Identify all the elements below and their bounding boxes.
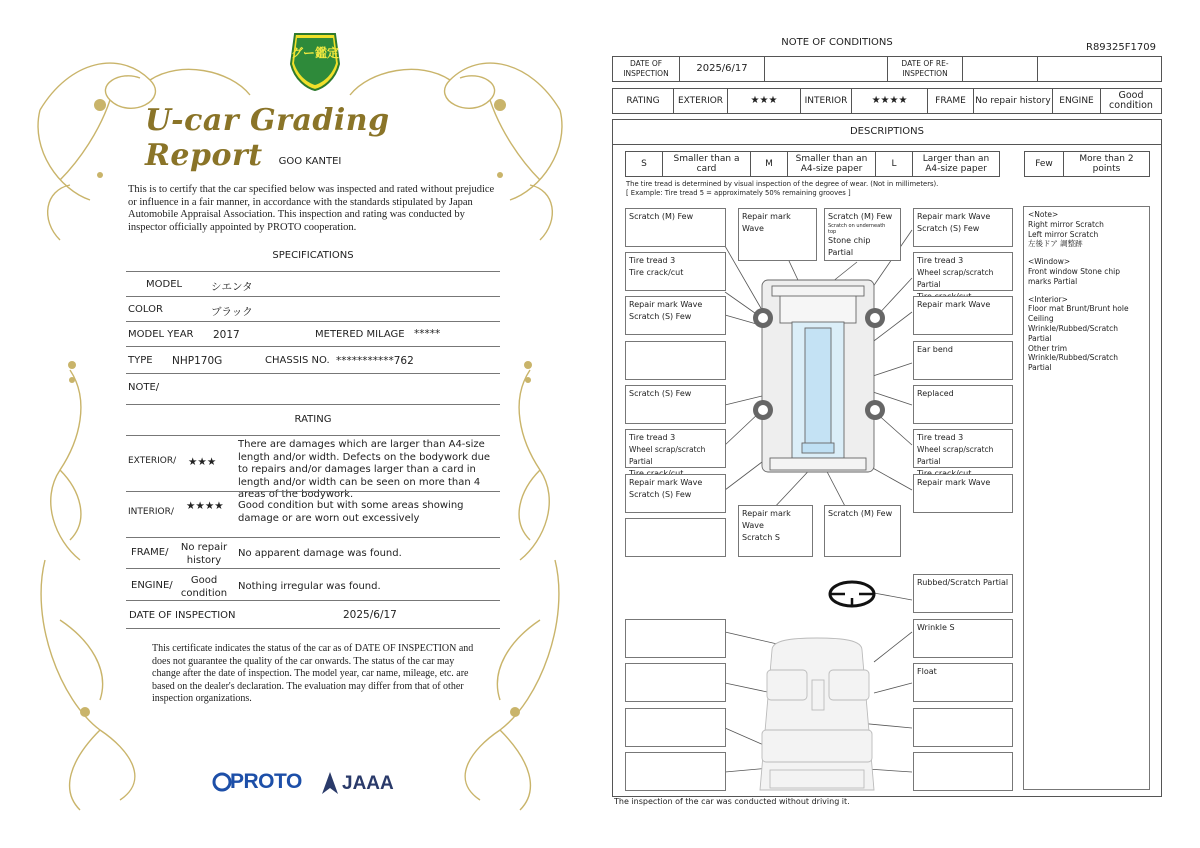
- desc-box-interior-5: [625, 708, 726, 747]
- interior-item: Wrinkle/Rubbed/Scratch: [1028, 353, 1118, 363]
- jaaa-logo: JAAA: [342, 773, 394, 794]
- exterior-stars: ★★★: [727, 88, 801, 114]
- proto-logo-icon: [212, 772, 232, 794]
- rating-heading: RATING: [294, 414, 332, 425]
- desc-box-rear-left-door: Scratch (S) Few: [625, 385, 726, 424]
- specifications-heading: SPECIFICATIONS: [272, 250, 354, 261]
- proto-logo: PROTO: [230, 770, 302, 793]
- engine-label: ENGINE: [1052, 88, 1101, 114]
- desc-box-front-left-corner: Scratch (M) Few: [625, 208, 726, 247]
- desc-box-interior-8: [913, 752, 1013, 791]
- desc-box-right-pillar: Ear bend: [913, 341, 1013, 380]
- engine-value: Good condition: [180, 575, 228, 599]
- inspection-note: The inspection of the car was conducted without driving it.: [614, 797, 850, 806]
- desc-box-rear-left-tire: Tire tread 3 Wheel scrap/scratch Partial: [625, 429, 726, 468]
- engine-description: Nothing irregular was found.: [238, 581, 381, 592]
- re-inspection-label: DATE OF RE-INSPECTION: [887, 56, 963, 82]
- divider: [126, 628, 500, 629]
- date-of-inspection-value: 2025/6/17: [343, 609, 397, 621]
- empty-cell: [764, 56, 888, 82]
- desc-box-rear-left-lower: [625, 518, 726, 557]
- interior-label: INTERIOR/: [128, 507, 174, 517]
- desc-box-front-left-tire: Tire tread 3 Tire crack/cut: [625, 252, 726, 291]
- window-heading: <Window>: [1028, 257, 1071, 267]
- interior-stars: ★★★★: [186, 500, 224, 512]
- legend-s-description: Smaller than a card: [662, 151, 751, 177]
- descriptions-heading: DESCRIPTIONS: [612, 119, 1162, 145]
- frame-description: No apparent damage was found.: [238, 548, 402, 559]
- rating-label: RATING: [612, 88, 674, 114]
- badge-label: グー鑑定: [290, 46, 339, 60]
- chassis-value: ***********762: [336, 355, 414, 367]
- certificate-footer: This certificate indicates the status of the car as of DATE OF INSPECTION and does not guarantee the quality of the car onwards. The status of the car may change after the date of inspection. The model year, car name, mileage, etc. are based on the dealer's declaration. The evaluation may differ from that of other inspection organizations.: [152, 643, 474, 704]
- divider: [126, 296, 500, 297]
- note-heading: <Note>: [1028, 210, 1059, 219]
- desc-box-rear-left-corner: Repair mark Wave Scratch (S) Few: [625, 474, 726, 513]
- tire-note-line: [ Example: Tire tread 5 = approximately 50% remaining grooves ]: [626, 188, 851, 197]
- note-label: NOTE/: [128, 382, 160, 393]
- color-value: ブラック: [211, 306, 253, 318]
- desc-box-back-door: Repair mark Wave Scratch S: [738, 505, 813, 557]
- steering-wheel-icon: [830, 582, 874, 606]
- legend-m-description: Smaller than an A4-size paper: [787, 151, 876, 177]
- report-title: U-car Grading Report: [145, 103, 390, 173]
- exterior-stars: ★★★: [188, 456, 217, 468]
- desc-box-front-right-door: Repair mark Wave: [913, 296, 1013, 335]
- divider: [126, 491, 500, 492]
- note-item: 左後ドア 調整跡: [1028, 239, 1083, 249]
- date-inspection-label: DATE OF INSPECTION: [612, 56, 680, 82]
- goo-kantei-badge-icon: [287, 30, 343, 92]
- desc-box-front-right-corner: Repair mark Wave Scratch (S) Few: [913, 208, 1013, 247]
- engine-label: ENGINE/: [131, 580, 173, 591]
- divider: [126, 404, 500, 405]
- model-value: シエンタ: [211, 281, 253, 293]
- date-inspection-value: 2025/6/17: [679, 56, 765, 82]
- chassis-label: CHASSIS NO.: [265, 355, 330, 366]
- desc-box-front-left-door: Repair mark Wave Scratch (S) Few: [625, 296, 726, 335]
- legend-few-description: More than 2 points: [1063, 151, 1150, 177]
- desc-box-interior-7: [625, 752, 726, 791]
- divider: [126, 568, 500, 569]
- interior-item: Partial: [1028, 363, 1052, 373]
- interior-label: INTERIOR: [800, 88, 852, 114]
- intro-paragraph: This is to certify that the car specified below was inspected and rated without prejudice or influence in a fair manner, in accordance with the standards stipulated by Japan Automobile Appraisal Association. This inspection and rating was conducted by inspector officially appointed by PROTO cooperation.: [128, 184, 495, 233]
- interior-item: Ceiling: [1028, 314, 1054, 324]
- desc-box-interior-3: [625, 663, 726, 702]
- interior-description: Good condition but with some areas showing damage or are worn out excessively: [238, 500, 464, 524]
- color-label: COLOR: [128, 304, 163, 315]
- desc-box-steering: Rubbed/Scratch Partial: [913, 574, 1013, 613]
- legend-s-code: S: [625, 151, 663, 177]
- model-label: MODEL: [146, 279, 183, 290]
- conditions-title: NOTE OF CONDITIONS: [781, 37, 893, 48]
- divider: [126, 346, 500, 347]
- legend-l-description: Larger than an A4-size paper: [912, 151, 1000, 177]
- legend-l-code: L: [875, 151, 913, 177]
- desc-box-rear-bumper: Scratch (M) Few: [824, 505, 901, 557]
- date-of-inspection-label: DATE OF INSPECTION: [129, 610, 236, 621]
- empty-cell: [1037, 56, 1162, 82]
- interior-item: Floor mat Brunt/Brunt hole: [1028, 304, 1129, 314]
- interior-heading: <Interior>: [1028, 294, 1068, 304]
- engine-value: Good condition: [1100, 88, 1162, 114]
- desc-box-rear-right-door: Replaced: [913, 385, 1013, 424]
- exterior-label: EXTERIOR: [673, 88, 728, 114]
- divider: [126, 537, 500, 538]
- desc-box-front-right-tire: Tire tread 3 Wheel scrap/scratch Partial: [913, 252, 1013, 291]
- interior-item: Partial: [1028, 333, 1052, 343]
- desc-box-interior-4: Float: [913, 663, 1013, 702]
- desc-box-front-left: Repair mark Wave: [738, 208, 817, 261]
- divider: [126, 321, 500, 322]
- desc-box-left-pillar: [625, 341, 726, 380]
- desc-box-interior-6: [913, 708, 1013, 747]
- model-year-label: MODEL YEAR: [128, 329, 194, 340]
- model-year-value: 2017: [213, 329, 240, 341]
- desc-box-interior-1: [625, 619, 726, 658]
- note-item: Right mirror Scratch: [1028, 219, 1104, 229]
- frame-value: No repair history: [973, 88, 1053, 114]
- report-subtitle: GOO KANTEI: [278, 156, 342, 167]
- interior-item: Wrinkle/Rubbed/Scratch: [1028, 323, 1118, 333]
- notes-panel: [1023, 206, 1150, 790]
- type-label: TYPE: [128, 355, 153, 366]
- tire-tread-note: [626, 180, 938, 197]
- mileage-label: METERED MILAGE: [315, 329, 405, 340]
- exterior-label: EXTERIOR/: [128, 456, 177, 466]
- interior-item: Other trim: [1028, 343, 1068, 353]
- note-item: Left mirror Scratch: [1028, 229, 1099, 239]
- re-inspection-value: [962, 56, 1038, 82]
- interior-stars: ★★★★: [851, 88, 928, 114]
- jaaa-logo-icon: [320, 770, 340, 796]
- legend-few-code: Few: [1024, 151, 1064, 177]
- legend-m-code: M: [750, 151, 788, 177]
- tire-note-line: The tire tread is determined by visual inspection of the degree of wear. (Not in millimeters).: [626, 180, 939, 188]
- desc-box-front-bumper: Scratch (M) Few Scratch on underneath top Stone chip Partial: [824, 208, 901, 261]
- desc-box-interior-2: Wrinkle S: [913, 619, 1013, 658]
- desc-box-rear-right-tire: Tire tread 3 Wheel scrap/scratch Partial: [913, 429, 1013, 468]
- divider: [126, 600, 500, 601]
- divider: [126, 435, 500, 436]
- desc-box-rear-right-corner: Repair mark Wave: [913, 474, 1013, 513]
- window-item: Front window Stone chip marks Partial: [1028, 266, 1120, 286]
- frame-value: No repair history: [180, 542, 228, 566]
- report-id: R89325F1709: [1086, 42, 1156, 53]
- mileage-value: *****: [414, 328, 441, 340]
- exterior-description: There are damages which are larger than A4-size length and/or width. Defects on the bodywork due to repairs and/or damages larger than a card in length and/or width can be seen on more than 4 areas of the bodywork.: [238, 439, 491, 500]
- frame-label: FRAME: [927, 88, 974, 114]
- divider: [126, 373, 500, 374]
- frame-label: FRAME/: [131, 547, 169, 558]
- type-value: NHP170G: [172, 355, 223, 367]
- divider: [126, 271, 500, 272]
